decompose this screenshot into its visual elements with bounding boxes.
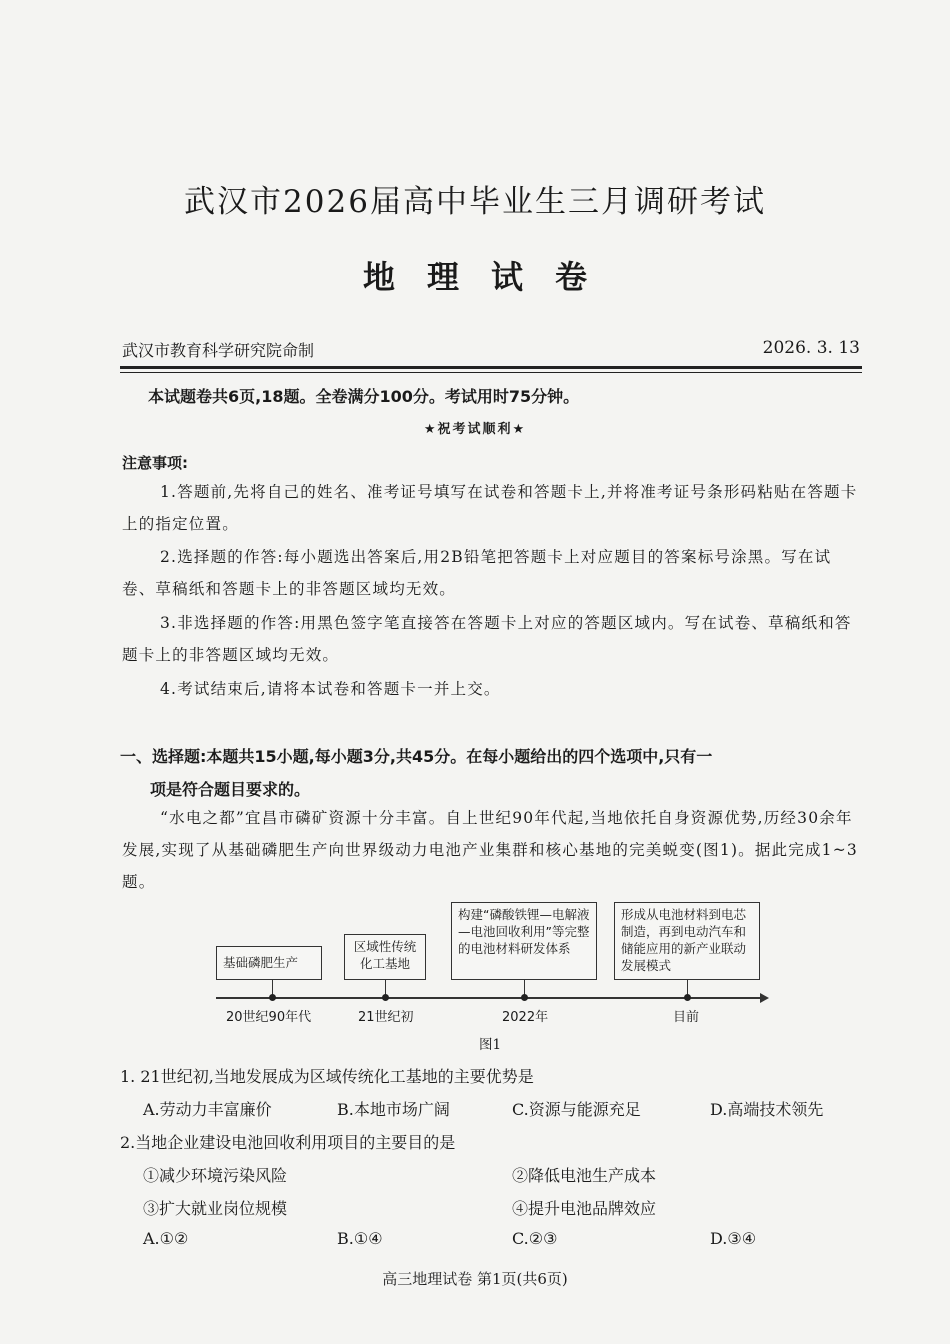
question-2-statement-4: ④提升电池品牌效应 <box>512 1199 657 1218</box>
question-1-option-a: A.劳动力丰富廉价 <box>143 1100 272 1119</box>
question-2-statement-2: ②降低电池生产成本 <box>512 1166 657 1185</box>
notes-title: 注意事项: <box>122 454 188 472</box>
reading-passage: “水电之都”宜昌市磷矿资源十分丰富。自上世纪90年代起,当地依托自身资源优势,历经30余年发展,实现了从基础磷肥生产向世界级动力电池产业集群和核心基地的完美蜕变(图1)。据此完成1~3题。 <box>122 809 858 891</box>
question-2-statement-1: ①减少环境污染风险 <box>143 1166 288 1185</box>
timeline-axis <box>216 997 762 999</box>
exam-intro: 本试题卷共6页,18题。全卷满分100分。考试用时75分钟。 <box>148 387 580 406</box>
exam-title: 武汉市2026届高中毕业生三月调研考试 <box>184 184 766 220</box>
section-heading-line-1: 一、选择题:本题共15小题,每小题3分,共45分。在每小题给出的四个选项中,只有一 <box>120 747 713 766</box>
note-item-1: 1.答题前,先将自己的姓名、准考证号填写在试卷和答题卡上,并将准考证号条形码粘贴在答题卡上的指定位置。 <box>122 483 858 533</box>
question-1-option-b: B.本地市场广阔 <box>337 1100 450 1119</box>
note-item-4: 4.考试结束后,请将本试卷和答题卡一并上交。 <box>160 680 501 698</box>
header-rule-thin <box>120 372 862 373</box>
timeline-label-2: 21世纪初 <box>358 1010 414 1025</box>
timeline-box-2: 区域性传统化工基地 <box>344 934 426 980</box>
timeline-label-1: 20世纪90年代 <box>226 1010 312 1025</box>
header-rule-thick <box>120 366 862 369</box>
timeline-box-1: 基础磷肥生产 <box>216 946 322 980</box>
exam-subtitle: 地理试卷 <box>362 258 619 296</box>
timeline-dot-3 <box>521 994 528 1001</box>
question-2-statement-3: ③扩大就业岗位规模 <box>143 1199 288 1218</box>
timeline-dot-4 <box>684 994 691 1001</box>
question-1-stem: 1. 21世纪初,当地发展成为区域传统化工基地的主要优势是 <box>120 1067 534 1086</box>
figure-caption: 图1 <box>478 1037 502 1053</box>
question-2-option-c: C.②③ <box>512 1229 558 1248</box>
timeline-box-3: 构建“磷酸铁锂—电解液—电池回收利用”等完整的电池材料研发体系 <box>451 902 597 980</box>
question-2-option-b: B.①④ <box>337 1229 383 1248</box>
timeline-box-4: 形成从电池材料到电芯制造，再到电动汽车和储能应用的新产业联动发展模式 <box>614 902 760 980</box>
note-item-2: 2.选择题的作答:每小题选出答案后,用2B铅笔把答题卡上对应题目的答案标号涂黑。写在试卷、草稿纸和答题卡上的非答题区域均无效。 <box>122 548 832 598</box>
question-1-option-d: D.高端技术领先 <box>710 1100 824 1119</box>
timeline-dot-1 <box>269 994 276 1001</box>
timeline-dot-2 <box>382 994 389 1001</box>
page-footer: 高三地理试卷 第1页(共6页) <box>382 1270 568 1288</box>
author-line: 武汉市教育科学研究院命制 <box>122 341 315 360</box>
good-luck-line: ★祝考试顺利★ <box>423 422 527 437</box>
question-2-option-a: A.①② <box>143 1229 189 1248</box>
timeline-figure <box>200 896 780 1056</box>
question-1-option-c: C.资源与能源充足 <box>512 1100 641 1119</box>
section-heading <box>120 740 865 806</box>
timeline-arrow-icon <box>760 993 769 1003</box>
exam-date: 2026. 3. 13 <box>762 338 860 358</box>
question-2-option-d: D.③④ <box>710 1229 757 1248</box>
timeline-label-4: 目前 <box>673 1010 700 1025</box>
question-2-stem: 2.当地企业建设电池回收利用项目的主要目的是 <box>120 1133 456 1152</box>
note-item-3: 3.非选择题的作答:用黑色签字笔直接答在答题卡上对应的答题区域内。写在试卷、草稿纸和答题卡上的非答题区域均无效。 <box>122 614 852 664</box>
timeline-label-3: 2022年 <box>502 1010 549 1025</box>
section-heading-line-2: 项是符合题目要求的。 <box>150 780 311 799</box>
